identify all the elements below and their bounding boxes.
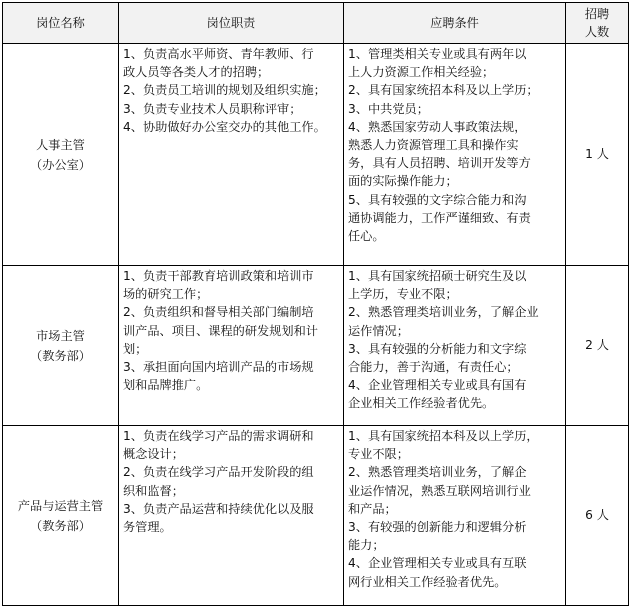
requirement-line: 5、具有较强的文字综合能力和沟 bbox=[348, 192, 527, 207]
duty-line: 1、负责高水平师资、青年教师、行 bbox=[123, 47, 314, 61]
requirement-line: 合能力，善于沟通，有责任心； bbox=[348, 360, 519, 375]
duty-line: 3、负责专业技术人员职称评审； bbox=[123, 101, 302, 116]
requirement-line: 4、企业管理相关专业或具有互联 bbox=[348, 556, 527, 571]
header-headcount bbox=[566, 3, 629, 44]
position-department: （办公室） bbox=[30, 157, 91, 172]
duty-line: 2、负责员工培训的规划及组织实施； bbox=[123, 83, 326, 98]
requirement-line: 1、管理类相关专业或具有两年以 bbox=[348, 47, 527, 61]
duty-line: 2、负责组织和督导相关部门编制培 bbox=[123, 305, 314, 320]
header-duties: 岗位职责 bbox=[119, 3, 344, 44]
duty-line: 织和监督； bbox=[123, 483, 184, 498]
table-row bbox=[3, 426, 629, 606]
requirement-line: 2、具有国家统招本科及以上学历； bbox=[348, 83, 539, 98]
requirement-line: 2、熟悉管理类培训业务，了解企 bbox=[348, 465, 527, 480]
requirement-line: 上学历，专业不限； bbox=[348, 287, 458, 302]
headcount-cell: 2 人 bbox=[566, 266, 629, 426]
header-headcount-line-2: 人数 bbox=[584, 25, 610, 39]
requirement-line: 通协调能力，工作严谨细致、有责 bbox=[348, 210, 531, 225]
position-department: （教务部） bbox=[30, 518, 91, 533]
requirement-line: 4、企业管理相关专业或具有国有 bbox=[348, 378, 527, 393]
duty-line: 2、负责在线学习产品开发阶段的组 bbox=[123, 465, 314, 480]
position-name-cell bbox=[3, 426, 119, 606]
requirement-line: 3、中共党员； bbox=[348, 101, 429, 116]
requirement-line: 4、熟悉国家劳动人事政策法规， bbox=[348, 119, 527, 134]
duty-line: 1、负责干部教育培训政策和培训市 bbox=[123, 269, 314, 283]
duty-line: 概念设计； bbox=[123, 447, 184, 462]
requirement-line: 面的实际操作能力； bbox=[348, 174, 458, 189]
position-name-cell bbox=[3, 44, 119, 266]
position-title: 人事主管 bbox=[36, 137, 85, 152]
headcount-cell: 1 人 bbox=[566, 44, 629, 266]
requirement-line: 任心。 bbox=[348, 229, 385, 244]
header-row bbox=[3, 3, 629, 44]
requirement-line: 能力； bbox=[348, 538, 385, 553]
duty-line: 训产品、项目、课程的研发规划和计 bbox=[123, 323, 318, 338]
requirement-line: 和产品； bbox=[348, 501, 397, 516]
duty-line: 场的研究工作； bbox=[123, 287, 209, 302]
header-headcount-line-1: 招聘 bbox=[584, 6, 610, 21]
requirement-line: 企业相关工作经验者优先。 bbox=[348, 396, 495, 411]
duty-line: 4、协助做好办公室交办的其他工作。 bbox=[123, 119, 326, 134]
duty-line: 务管理。 bbox=[123, 520, 172, 535]
position-name-cell bbox=[3, 266, 119, 426]
header-requirements: 应聘条件 bbox=[344, 3, 566, 44]
requirement-line: 运作情况； bbox=[348, 323, 409, 338]
duties-cell bbox=[119, 426, 344, 606]
headcount-cell: 6 人 bbox=[566, 426, 629, 606]
duty-line: 3、承担面向国内培训产品的市场规 bbox=[123, 360, 314, 375]
requirement-line: 3、有较强的创新能力和逻辑分析 bbox=[348, 520, 527, 535]
duty-line: 划和品牌推广。 bbox=[123, 378, 209, 393]
duty-line: 3、负责产品运营和持续优化以及服 bbox=[123, 501, 314, 516]
position-title: 市场主管 bbox=[36, 328, 85, 343]
position-department: （教务部） bbox=[30, 348, 91, 363]
requirement-line: 上人力资源工作相关经验； bbox=[348, 65, 495, 80]
requirement-line: 熟悉人力资源管理工具和操作实 bbox=[348, 138, 519, 153]
duty-line: 政人员等各类人才的招聘； bbox=[123, 65, 270, 80]
table-row bbox=[3, 266, 629, 426]
duties-cell bbox=[119, 44, 344, 266]
duties-cell bbox=[119, 266, 344, 426]
position-title: 产品与运营主管 bbox=[17, 498, 104, 513]
requirements-cell bbox=[344, 44, 566, 266]
requirement-line: 务，具有人员招聘、培训开发等方 bbox=[348, 156, 531, 171]
requirement-line: 网行业相关工作经验者优先。 bbox=[348, 574, 507, 589]
header-position-name: 岗位名称 bbox=[3, 3, 119, 44]
recruitment-table bbox=[2, 2, 629, 606]
requirement-line: 1、具有国家统招硕士研究生及以 bbox=[348, 269, 527, 283]
requirement-line: 3、具有较强的分析能力和文字综 bbox=[348, 341, 527, 356]
requirement-line: 业运作情况，熟悉互联网培训行业 bbox=[348, 483, 531, 498]
requirement-line: 1、具有国家统招本科及以上学历， bbox=[348, 429, 539, 443]
requirements-cell bbox=[344, 426, 566, 606]
recruitment-document bbox=[2, 2, 628, 607]
duty-line: 划； bbox=[123, 341, 148, 356]
requirement-line: 专业不限； bbox=[348, 447, 409, 462]
requirement-line: 2、熟悉管理类培训业务，了解企业 bbox=[348, 305, 539, 320]
duty-line: 1、负责在线学习产品的需求调研和 bbox=[123, 429, 314, 443]
requirements-cell bbox=[344, 266, 566, 426]
table-row bbox=[3, 44, 629, 266]
